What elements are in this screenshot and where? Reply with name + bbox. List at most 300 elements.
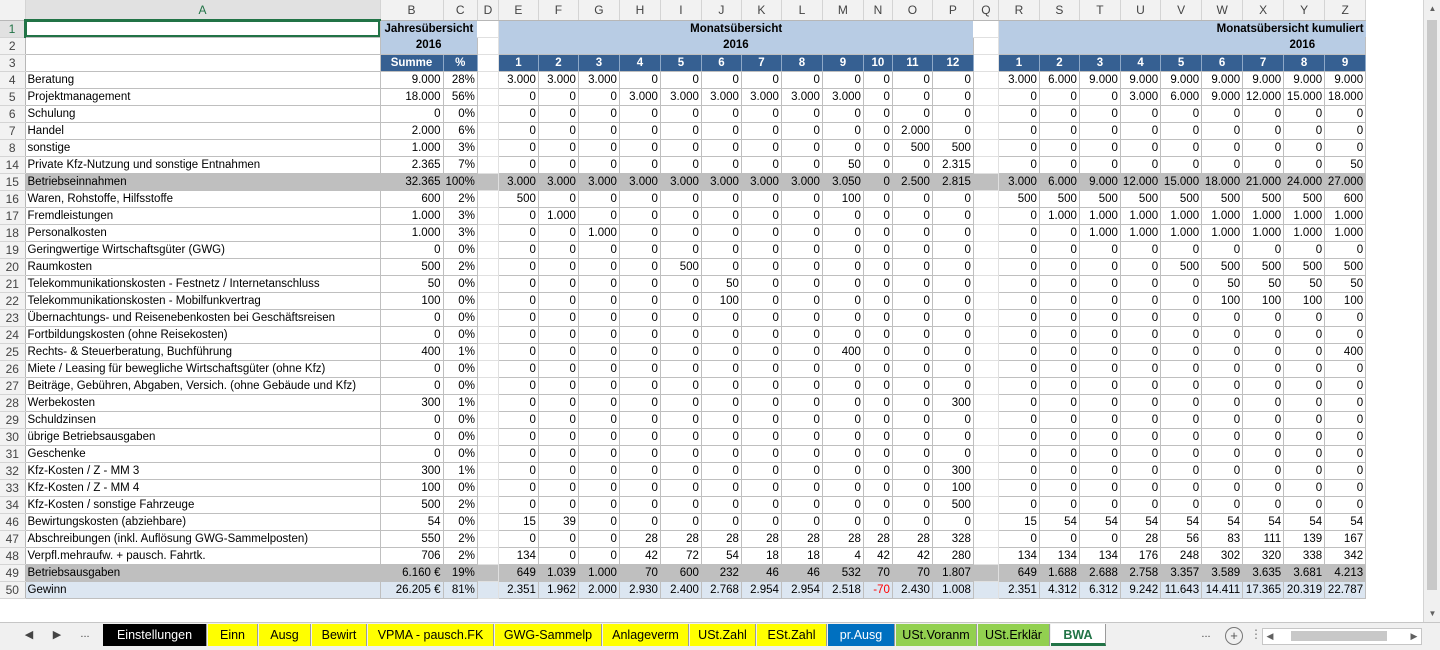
annual-sum-cell[interactable]: 9.000: [380, 71, 443, 88]
annual-percent-cell[interactable]: 0%: [443, 377, 477, 394]
monthly-value-cell[interactable]: 0: [863, 190, 892, 207]
spacer-cell[interactable]: [973, 564, 998, 581]
cumulative-value-cell[interactable]: 0: [1243, 479, 1284, 496]
row-header[interactable]: 27: [0, 377, 25, 394]
annual-sum-cell[interactable]: 50: [380, 275, 443, 292]
row-header[interactable]: 32: [0, 462, 25, 479]
annual-percent-cell[interactable]: 0%: [443, 411, 477, 428]
monthly-value-cell[interactable]: 0: [863, 513, 892, 530]
column-header-h[interactable]: H: [619, 0, 660, 20]
monthly-value-cell[interactable]: 0: [822, 496, 863, 513]
monthly-value-cell[interactable]: 500: [892, 139, 932, 156]
monthly-value-cell[interactable]: 0: [538, 547, 578, 564]
cumulative-value-cell[interactable]: 0: [1039, 360, 1079, 377]
spacer-cell[interactable]: [477, 156, 498, 173]
cumulative-value-cell[interactable]: 54: [1243, 513, 1284, 530]
monthly-value-cell[interactable]: 0: [578, 496, 619, 513]
cumulative-value-cell[interactable]: 21.000: [1243, 173, 1284, 190]
cumulative-value-cell[interactable]: 600: [1325, 190, 1366, 207]
column-header-z[interactable]: Z: [1325, 0, 1366, 20]
tabs-more-left-button[interactable]: ...: [80, 628, 90, 640]
cumulative-value-cell[interactable]: 500: [1202, 190, 1243, 207]
cumulative-value-cell[interactable]: 0: [1161, 479, 1202, 496]
cumulative-value-cell[interactable]: 0: [998, 275, 1039, 292]
cumulative-value-cell[interactable]: 0: [1284, 139, 1325, 156]
scroll-up-icon[interactable]: ▲: [1428, 4, 1437, 13]
monthly-value-cell[interactable]: 0: [863, 173, 892, 190]
cumulative-value-cell[interactable]: 134: [1079, 547, 1120, 564]
annual-sum-cell[interactable]: 600: [380, 190, 443, 207]
annual-percent-cell[interactable]: 3%: [443, 224, 477, 241]
monthly-value-cell[interactable]: 0: [892, 428, 932, 445]
column-header-s[interactable]: S: [1039, 0, 1079, 20]
cumulative-value-cell[interactable]: 0: [1202, 377, 1243, 394]
row-label[interactable]: Geschenke: [25, 445, 380, 462]
monthly-value-cell[interactable]: 0: [701, 360, 741, 377]
row-header[interactable]: 6: [0, 105, 25, 122]
row-label[interactable]: Beratung: [25, 71, 380, 88]
monthly-value-cell[interactable]: 0: [538, 224, 578, 241]
monthly-value-cell[interactable]: 0: [619, 122, 660, 139]
monthly-value-cell[interactable]: 0: [498, 105, 538, 122]
cumulative-value-cell[interactable]: 1.000: [1284, 224, 1325, 241]
cumulative-value-cell[interactable]: 12.000: [1243, 88, 1284, 105]
column-header-b[interactable]: B: [380, 0, 443, 20]
monthly-value-cell[interactable]: 0: [932, 258, 973, 275]
row-header[interactable]: 15: [0, 173, 25, 190]
annual-sum-cell[interactable]: 1.000: [380, 224, 443, 241]
monthly-value-cell[interactable]: 0: [660, 428, 701, 445]
triangle-right-icon[interactable]: ▶: [52, 629, 62, 641]
monthly-value-cell[interactable]: 3.000: [538, 71, 578, 88]
monthly-value-cell[interactable]: 0: [498, 224, 538, 241]
cumulative-value-cell[interactable]: 100: [1202, 292, 1243, 309]
cumulative-value-cell[interactable]: 0: [1120, 309, 1160, 326]
monthly-value-cell[interactable]: 0: [741, 445, 781, 462]
row-header[interactable]: 5: [0, 88, 25, 105]
cumulative-value-cell[interactable]: 0: [1202, 411, 1243, 428]
monthly-value-cell[interactable]: 0: [741, 326, 781, 343]
cumulative-value-cell[interactable]: 0: [1284, 360, 1325, 377]
monthly-value-cell[interactable]: 0: [741, 343, 781, 360]
monthly-value-cell[interactable]: 3.000: [701, 88, 741, 105]
cell-a1[interactable]: [25, 20, 380, 37]
cumulative-value-cell[interactable]: 0: [1325, 326, 1366, 343]
monthly-value-cell[interactable]: 3.000: [741, 173, 781, 190]
cumulative-value-cell[interactable]: 0: [1284, 428, 1325, 445]
cumulative-value-cell[interactable]: 0: [1079, 105, 1120, 122]
cumulative-value-cell[interactable]: 134: [1039, 547, 1079, 564]
monthly-value-cell[interactable]: 0: [932, 309, 973, 326]
cumulative-value-cell[interactable]: 0: [1243, 411, 1284, 428]
monthly-value-cell[interactable]: 0: [498, 428, 538, 445]
spacer-cell[interactable]: [973, 37, 998, 54]
cumulative-value-cell[interactable]: 0: [1079, 445, 1120, 462]
cumulative-value-cell[interactable]: 0: [1325, 445, 1366, 462]
cumulative-value-cell[interactable]: 0: [1079, 275, 1120, 292]
monthly-value-cell[interactable]: 0: [781, 445, 822, 462]
cumulative-value-cell[interactable]: 0: [1039, 292, 1079, 309]
monthly-value-cell[interactable]: 3.000: [538, 173, 578, 190]
monthly-value-cell[interactable]: 0: [538, 394, 578, 411]
monthly-value-cell[interactable]: 0: [701, 241, 741, 258]
cumulative-value-cell[interactable]: 1.000: [1161, 224, 1202, 241]
cumulative-value-cell[interactable]: 0: [1284, 156, 1325, 173]
monthly-value-cell[interactable]: 0: [538, 428, 578, 445]
cumulative-value-cell[interactable]: 302: [1202, 547, 1243, 564]
row-header[interactable]: 33: [0, 479, 25, 496]
monthly-value-cell[interactable]: 0: [822, 445, 863, 462]
cumulative-value-cell[interactable]: 54: [1161, 513, 1202, 530]
cumulative-value-cell[interactable]: 0: [1325, 394, 1366, 411]
row-label[interactable]: Betriebseinnahmen: [25, 173, 380, 190]
monthly-value-cell[interactable]: 0: [619, 496, 660, 513]
row-header-3[interactable]: 3: [0, 54, 25, 71]
cumulative-value-cell[interactable]: 0: [1120, 394, 1160, 411]
monthly-value-cell[interactable]: 0: [701, 496, 741, 513]
cumulative-value-cell[interactable]: 50: [1325, 275, 1366, 292]
monthly-value-cell[interactable]: 0: [578, 411, 619, 428]
monthly-value-cell[interactable]: 0: [892, 513, 932, 530]
monthly-value-cell[interactable]: 0: [538, 445, 578, 462]
monthly-value-cell[interactable]: 0: [498, 445, 538, 462]
splitter-handle-icon[interactable]: ⋮: [1250, 627, 1262, 641]
annual-percent-cell[interactable]: 19%: [443, 564, 477, 581]
row-header[interactable]: 17: [0, 207, 25, 224]
annual-sum-cell[interactable]: 500: [380, 496, 443, 513]
monthly-value-cell[interactable]: 300: [932, 394, 973, 411]
monthly-value-cell[interactable]: 0: [498, 88, 538, 105]
monthly-value-cell[interactable]: 100: [932, 479, 973, 496]
cumulative-value-cell[interactable]: 0: [1243, 343, 1284, 360]
monthly-value-cell[interactable]: 0: [822, 71, 863, 88]
cumulative-value-cell[interactable]: 0: [1120, 377, 1160, 394]
cumulative-value-cell[interactable]: 500: [1079, 190, 1120, 207]
annual-sum-cell[interactable]: 0: [380, 428, 443, 445]
cumulative-value-cell[interactable]: 0: [1120, 360, 1160, 377]
spacer-cell[interactable]: [973, 156, 998, 173]
cumulative-value-cell[interactable]: 0: [1284, 394, 1325, 411]
cumulative-value-cell[interactable]: 1.000: [1284, 207, 1325, 224]
cumulative-value-cell[interactable]: 1.000: [1120, 207, 1160, 224]
cumulative-value-cell[interactable]: 6.000: [1161, 88, 1202, 105]
monthly-value-cell[interactable]: 0: [578, 292, 619, 309]
annual-sum-cell[interactable]: 0: [380, 377, 443, 394]
monthly-value-cell[interactable]: 0: [892, 88, 932, 105]
spacer-cell[interactable]: [477, 445, 498, 462]
monthly-value-cell[interactable]: 0: [741, 513, 781, 530]
monthly-value-cell[interactable]: 0: [863, 411, 892, 428]
monthly-value-cell[interactable]: 0: [741, 309, 781, 326]
monthly-value-cell[interactable]: 28: [892, 530, 932, 547]
cumulative-value-cell[interactable]: 0: [1161, 275, 1202, 292]
monthly-value-cell[interactable]: 0: [660, 411, 701, 428]
monthly-value-cell[interactable]: 0: [892, 258, 932, 275]
cumulative-value-cell[interactable]: 100: [1325, 292, 1366, 309]
monthly-value-cell[interactable]: 28: [701, 530, 741, 547]
monthly-value-cell[interactable]: 0: [892, 377, 932, 394]
monthly-value-cell[interactable]: 0: [822, 309, 863, 326]
spacer-cell[interactable]: [477, 224, 498, 241]
annual-sum-cell[interactable]: 0: [380, 445, 443, 462]
cumulative-value-cell[interactable]: 0: [1079, 258, 1120, 275]
annual-percent-cell[interactable]: 6%: [443, 122, 477, 139]
cumulative-value-cell[interactable]: 2.758: [1120, 564, 1160, 581]
cumulative-value-cell[interactable]: 0: [998, 139, 1039, 156]
monthly-value-cell[interactable]: 0: [538, 275, 578, 292]
cumulative-value-cell[interactable]: 0: [1284, 445, 1325, 462]
cumulative-value-cell[interactable]: 134: [998, 547, 1039, 564]
monthly-value-cell[interactable]: 0: [538, 479, 578, 496]
monthly-value-cell[interactable]: 3.000: [741, 88, 781, 105]
monthly-value-cell[interactable]: 0: [660, 462, 701, 479]
row-header[interactable]: 50: [0, 581, 25, 598]
cumulative-value-cell[interactable]: 500: [1284, 190, 1325, 207]
row-label[interactable]: Projektmanagement: [25, 88, 380, 105]
monthly-value-cell[interactable]: 0: [863, 207, 892, 224]
cumulative-value-cell[interactable]: 0: [1202, 496, 1243, 513]
scroll-down-icon[interactable]: ▼: [1428, 609, 1437, 618]
monthly-value-cell[interactable]: 0: [578, 275, 619, 292]
column-header-p[interactable]: P: [932, 0, 973, 20]
cumulative-value-cell[interactable]: 500: [1161, 190, 1202, 207]
spacer-cell[interactable]: [973, 224, 998, 241]
monthly-value-cell[interactable]: 18: [741, 547, 781, 564]
annual-sum-cell[interactable]: 400: [380, 343, 443, 360]
cumulative-value-cell[interactable]: 0: [998, 428, 1039, 445]
spacer-cell[interactable]: [973, 71, 998, 88]
monthly-value-cell[interactable]: 0: [619, 275, 660, 292]
monthly-value-cell[interactable]: 18: [781, 547, 822, 564]
row-label[interactable]: Geringwertige Wirtschaftsgüter (GWG): [25, 241, 380, 258]
row-header-1[interactable]: 1: [0, 20, 25, 37]
cumulative-value-cell[interactable]: 0: [1202, 309, 1243, 326]
monthly-value-cell[interactable]: 0: [619, 343, 660, 360]
spacer-cell[interactable]: [477, 360, 498, 377]
monthly-value-cell[interactable]: 0: [660, 496, 701, 513]
monthly-value-cell[interactable]: 0: [863, 377, 892, 394]
monthly-value-cell[interactable]: 0: [701, 479, 741, 496]
monthly-value-cell[interactable]: 0: [538, 309, 578, 326]
cumulative-value-cell[interactable]: 9.000: [1202, 71, 1243, 88]
monthly-value-cell[interactable]: 3.000: [578, 173, 619, 190]
cumulative-value-cell[interactable]: 0: [1161, 428, 1202, 445]
annual-percent-cell[interactable]: 28%: [443, 71, 477, 88]
monthly-value-cell[interactable]: 0: [498, 326, 538, 343]
sheet-tab-est-zahl[interactable]: ESt.Zahl: [757, 624, 827, 646]
monthly-value-cell[interactable]: 0: [660, 241, 701, 258]
cumulative-value-cell[interactable]: 1.000: [1039, 207, 1079, 224]
cumulative-value-cell[interactable]: 500: [1284, 258, 1325, 275]
cumulative-value-cell[interactable]: 0: [998, 88, 1039, 105]
monthly-value-cell[interactable]: 1.000: [538, 207, 578, 224]
cumulative-value-cell[interactable]: 0: [1161, 139, 1202, 156]
monthly-value-cell[interactable]: 0: [701, 190, 741, 207]
monthly-value-cell[interactable]: 2.351: [498, 581, 538, 598]
spacer-cell[interactable]: [477, 496, 498, 513]
row-label[interactable]: Kfz-Kosten / Z - MM 3: [25, 462, 380, 479]
monthly-value-cell[interactable]: 0: [498, 258, 538, 275]
monthly-value-cell[interactable]: 0: [741, 71, 781, 88]
row-header[interactable]: 18: [0, 224, 25, 241]
cumulative-value-cell[interactable]: 320: [1243, 547, 1284, 564]
cumulative-value-cell[interactable]: 2.351: [998, 581, 1039, 598]
monthly-value-cell[interactable]: 0: [822, 224, 863, 241]
cumulative-value-cell[interactable]: 0: [998, 360, 1039, 377]
monthly-value-cell[interactable]: 0: [498, 207, 538, 224]
cumulative-value-cell[interactable]: 0: [1120, 462, 1160, 479]
row-label[interactable]: Handel: [25, 122, 380, 139]
monthly-value-cell[interactable]: 2.815: [932, 173, 973, 190]
monthly-value-cell[interactable]: 0: [701, 377, 741, 394]
monthly-value-cell[interactable]: 0: [578, 479, 619, 496]
annual-sum-cell[interactable]: 32.365: [380, 173, 443, 190]
monthly-value-cell[interactable]: 0: [578, 258, 619, 275]
spacer-cell[interactable]: [477, 411, 498, 428]
monthly-value-cell[interactable]: 0: [538, 496, 578, 513]
monthly-value-cell[interactable]: 0: [578, 445, 619, 462]
spacer-cell[interactable]: [973, 394, 998, 411]
monthly-value-cell[interactable]: 0: [863, 496, 892, 513]
annual-percent-cell[interactable]: 0%: [443, 241, 477, 258]
spacer-cell[interactable]: [973, 343, 998, 360]
monthly-value-cell[interactable]: 0: [741, 207, 781, 224]
monthly-value-cell[interactable]: 0: [538, 190, 578, 207]
monthly-value-cell[interactable]: 0: [781, 139, 822, 156]
cumulative-value-cell[interactable]: 0: [1039, 326, 1079, 343]
annual-percent-cell[interactable]: 3%: [443, 139, 477, 156]
row-label[interactable]: Telekommunikationskosten - Festnetz / Internetanschluss: [25, 275, 380, 292]
monthly-value-cell[interactable]: 0: [932, 122, 973, 139]
row-header-2[interactable]: 2: [0, 37, 25, 54]
cumulative-value-cell[interactable]: 0: [1120, 275, 1160, 292]
sheet-tab-bewirt[interactable]: Bewirt: [312, 624, 367, 646]
cumulative-value-cell[interactable]: 0: [1325, 122, 1366, 139]
annual-sum-cell[interactable]: 0: [380, 105, 443, 122]
cumulative-value-cell[interactable]: 18.000: [1325, 88, 1366, 105]
row-header[interactable]: 47: [0, 530, 25, 547]
spacer-cell[interactable]: [477, 309, 498, 326]
monthly-value-cell[interactable]: 0: [822, 360, 863, 377]
row-header[interactable]: 21: [0, 275, 25, 292]
monthly-value-cell[interactable]: 0: [741, 224, 781, 241]
spacer-cell[interactable]: [477, 139, 498, 156]
cumulative-value-cell[interactable]: 6.000: [1039, 173, 1079, 190]
monthly-value-cell[interactable]: 0: [701, 462, 741, 479]
cumulative-value-cell[interactable]: 3.357: [1161, 564, 1202, 581]
sheet-tab-ust-voranm[interactable]: USt.Voranm: [896, 624, 977, 646]
monthly-value-cell[interactable]: 0: [660, 105, 701, 122]
cumulative-value-cell[interactable]: 0: [998, 105, 1039, 122]
row-label[interactable]: Bewirtungskosten (abziehbare): [25, 513, 380, 530]
monthly-value-cell[interactable]: 1.000: [578, 224, 619, 241]
cumulative-value-cell[interactable]: 0: [1039, 122, 1079, 139]
column-header-y[interactable]: Y: [1284, 0, 1325, 20]
sheet-tab-ust-erkl-r[interactable]: USt.Erklär: [978, 624, 1050, 646]
monthly-value-cell[interactable]: 0: [538, 377, 578, 394]
row-label[interactable]: Fremdleistungen: [25, 207, 380, 224]
cumulative-value-cell[interactable]: 0: [1039, 258, 1079, 275]
monthly-value-cell[interactable]: 0: [578, 326, 619, 343]
cumulative-value-cell[interactable]: 342: [1325, 547, 1366, 564]
spacer-cell[interactable]: [973, 122, 998, 139]
monthly-value-cell[interactable]: 2.518: [822, 581, 863, 598]
monthly-value-cell[interactable]: 0: [781, 275, 822, 292]
monthly-value-cell[interactable]: 0: [701, 326, 741, 343]
monthly-value-cell[interactable]: 70: [863, 564, 892, 581]
monthly-value-cell[interactable]: 0: [892, 105, 932, 122]
monthly-value-cell[interactable]: 0: [701, 394, 741, 411]
column-header-o[interactable]: O: [892, 0, 932, 20]
monthly-value-cell[interactable]: 0: [538, 258, 578, 275]
column-header-l[interactable]: L: [781, 0, 822, 20]
cumulative-value-cell[interactable]: 0: [1284, 122, 1325, 139]
monthly-value-cell[interactable]: 0: [619, 71, 660, 88]
monthly-value-cell[interactable]: 0: [619, 411, 660, 428]
monthly-value-cell[interactable]: 0: [781, 496, 822, 513]
annual-sum-cell[interactable]: 0: [380, 411, 443, 428]
annual-sum-cell[interactable]: 550: [380, 530, 443, 547]
annual-sum-cell[interactable]: 100: [380, 292, 443, 309]
cumulative-value-cell[interactable]: 0: [1120, 343, 1160, 360]
monthly-value-cell[interactable]: 3.000: [619, 173, 660, 190]
monthly-value-cell[interactable]: 0: [578, 360, 619, 377]
cumulative-value-cell[interactable]: 4.312: [1039, 581, 1079, 598]
row-header[interactable]: 7: [0, 122, 25, 139]
cumulative-value-cell[interactable]: 0: [1284, 309, 1325, 326]
monthly-value-cell[interactable]: 0: [863, 428, 892, 445]
monthly-value-cell[interactable]: 0: [892, 275, 932, 292]
monthly-value-cell[interactable]: 0: [660, 343, 701, 360]
row-header[interactable]: 48: [0, 547, 25, 564]
cumulative-value-cell[interactable]: 500: [1039, 190, 1079, 207]
row-header[interactable]: 29: [0, 411, 25, 428]
cumulative-value-cell[interactable]: 0: [998, 309, 1039, 326]
monthly-value-cell[interactable]: 0: [498, 343, 538, 360]
monthly-value-cell[interactable]: 0: [863, 275, 892, 292]
cumulative-value-cell[interactable]: 0: [1284, 462, 1325, 479]
monthly-value-cell[interactable]: 0: [578, 88, 619, 105]
monthly-value-cell[interactable]: 0: [741, 241, 781, 258]
monthly-value-cell[interactable]: 0: [538, 156, 578, 173]
cumulative-value-cell[interactable]: 0: [998, 224, 1039, 241]
cumulative-value-cell[interactable]: 0: [1243, 360, 1284, 377]
spacer-cell[interactable]: [973, 326, 998, 343]
cumulative-value-cell[interactable]: 56: [1161, 530, 1202, 547]
cumulative-value-cell[interactable]: 0: [998, 496, 1039, 513]
monthly-value-cell[interactable]: 0: [741, 190, 781, 207]
cumulative-value-cell[interactable]: 0: [1284, 241, 1325, 258]
row-label[interactable]: Verpfl.mehraufw. + pausch. Fahrtk.: [25, 547, 380, 564]
cumulative-value-cell[interactable]: 50: [1325, 156, 1366, 173]
monthly-value-cell[interactable]: 0: [822, 462, 863, 479]
monthly-value-cell[interactable]: 0: [619, 513, 660, 530]
monthly-value-cell[interactable]: 2.000: [892, 122, 932, 139]
monthly-value-cell[interactable]: 0: [932, 292, 973, 309]
cumulative-value-cell[interactable]: 27.000: [1325, 173, 1366, 190]
monthly-value-cell[interactable]: 0: [932, 275, 973, 292]
cumulative-value-cell[interactable]: 0: [1039, 496, 1079, 513]
cumulative-value-cell[interactable]: 139: [1284, 530, 1325, 547]
monthly-value-cell[interactable]: 3.000: [701, 173, 741, 190]
monthly-value-cell[interactable]: 0: [660, 513, 701, 530]
cumulative-value-cell[interactable]: 0: [1325, 360, 1366, 377]
spacer-cell[interactable]: [973, 54, 998, 71]
monthly-value-cell[interactable]: 0: [781, 122, 822, 139]
monthly-value-cell[interactable]: 0: [701, 122, 741, 139]
spacer-cell[interactable]: [477, 394, 498, 411]
cumulative-value-cell[interactable]: 0: [1079, 156, 1120, 173]
